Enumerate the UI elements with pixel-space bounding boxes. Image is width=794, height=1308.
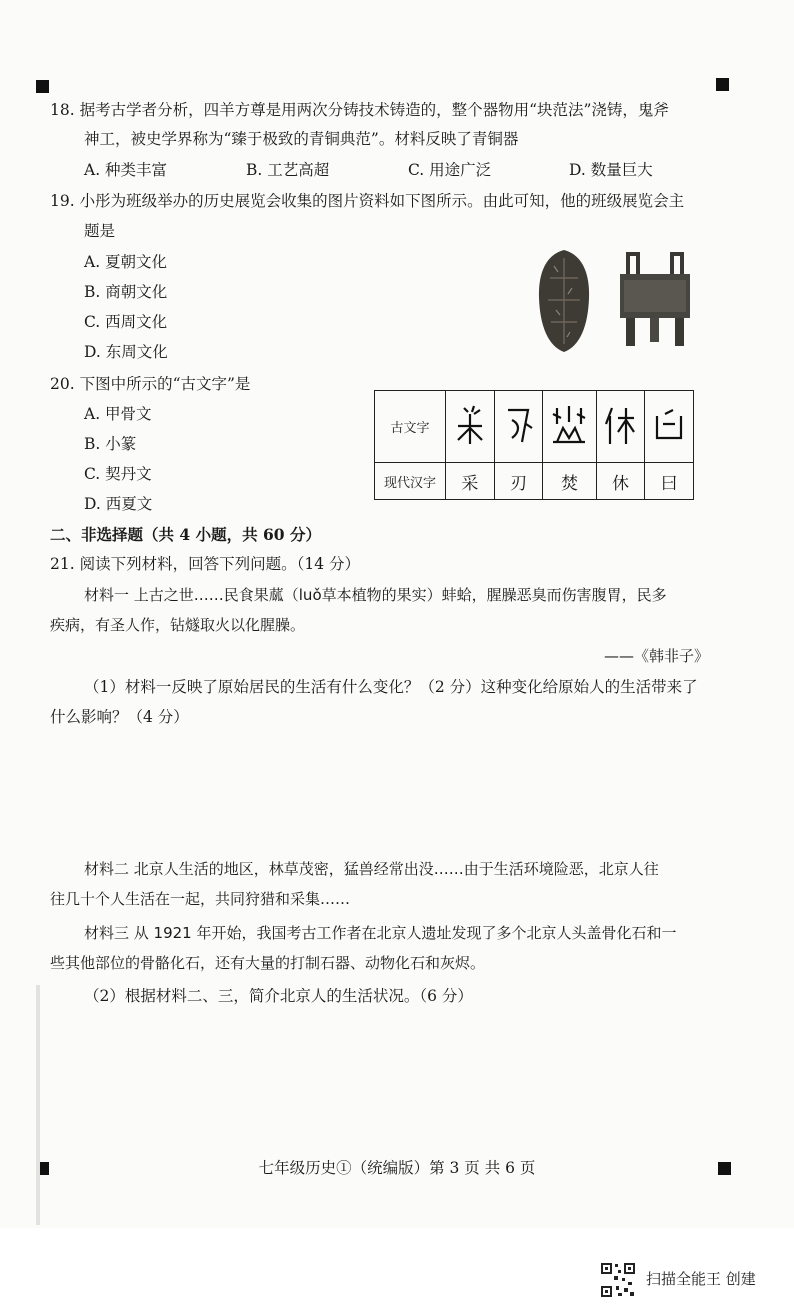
table-row-modern xyxy=(375,463,694,500)
corner-mark-top-left xyxy=(36,80,49,93)
q21-answer-area-1[interactable] xyxy=(50,732,750,842)
q21-material-three-line2: 些其他部位的骨骼化石，还有大量的打制石器、动物化石和灰烬。 xyxy=(50,954,486,972)
ancient-script-table xyxy=(374,390,694,500)
ancient-glyph-cai xyxy=(446,391,495,463)
modern-char-2: 刃 xyxy=(494,463,543,500)
q18-option-b[interactable]: B. 工艺高超 xyxy=(246,161,330,179)
q20-option-b[interactable]: B. 小篆 xyxy=(84,435,137,453)
scanner-watermark-text: 扫描全能王 创建 xyxy=(646,1270,756,1288)
ancient-glyph-fen xyxy=(543,391,596,463)
q18-stem-line1: 18. 据考古学者分析，四羊方尊是用两次分铸技术铸造的，整个器物用“块范法”浇铸，鬼斧 xyxy=(50,101,669,119)
q18-stem-line2: 神工，被史学界称为“臻于极致的青铜典范”。材料反映了青铜器 xyxy=(84,130,519,148)
ancient-glyph-ren xyxy=(494,391,543,463)
q21-stem: 21. 阅读下列材料，回答下列问题。（14 分） xyxy=(50,555,360,573)
q21-subquestion-1-line1: （1）材料一反映了原始居民的生活有什么变化？（2 分）这种变化给原始人的生活带来了 xyxy=(84,678,698,696)
section-two-heading: 二、非选择题（共 4 小题，共 60 分） xyxy=(50,525,321,544)
q21-material-one-line1: 材料一 上古之世……民食果蓏（luǒ草本植物的果实）蚌蛤，腥臊恶臭而伤害腹胃，民多 xyxy=(84,586,667,604)
q18-option-d[interactable]: D. 数量巨大 xyxy=(569,161,653,179)
modern-char-4: 休 xyxy=(596,463,645,500)
q19-option-b[interactable]: B. 商朝文化 xyxy=(84,283,168,301)
table-row-ancient xyxy=(375,391,694,463)
q21-material-three-line1: 材料三 从 1921 年开始，我国考古工作者在北京人遗址发现了多个北京人头盖骨化石和一 xyxy=(84,924,677,942)
modern-char-5: 曰 xyxy=(645,463,694,500)
corner-mark-top-right xyxy=(716,78,729,91)
page-footer: 七年级历史①（统编版）第 3 页 共 6 页 xyxy=(258,1159,536,1177)
q20-option-c[interactable]: C. 契丹文 xyxy=(84,465,152,483)
q21-answer-area-2[interactable] xyxy=(50,1012,750,1142)
q18-option-a[interactable]: A. 种类丰富 xyxy=(84,161,168,179)
q21-material-two-line2: 往几十个人生活在一起，共同狩猎和采集…… xyxy=(50,890,351,908)
q19-option-c[interactable]: C. 西周文化 xyxy=(84,313,168,331)
q20-option-a[interactable]: A. 甲骨文 xyxy=(84,405,152,423)
q19-stem-line2: 题是 xyxy=(84,222,116,240)
q21-material-two-line1: 材料二 北京人生活的地区，林草茂密，猛兽经常出没……由于生活环境险恶，北京人往 xyxy=(84,860,659,878)
bronze-ding-image xyxy=(614,252,696,350)
paper-fold-shadow xyxy=(36,985,40,1225)
q21-material-one-line2: 疾病，有圣人作，钻燧取火以化腥臊。 xyxy=(50,616,306,634)
modern-char-3: 焚 xyxy=(543,463,596,500)
q19-option-a[interactable]: A. 夏朝文化 xyxy=(84,253,168,271)
ancient-glyph-yue xyxy=(645,391,694,463)
q20-stem: 20. 下图中所示的“古文字”是 xyxy=(50,375,251,393)
qr-code-icon xyxy=(600,1262,636,1298)
q21-material-one-source: ——《韩非子》 xyxy=(604,647,710,665)
q20-option-d[interactable]: D. 西夏文 xyxy=(84,495,153,513)
ancient-glyph-xiu xyxy=(596,391,645,463)
q21-subquestion-2: （2）根据材料二、三，简介北京人的生活状况。（6 分） xyxy=(84,987,473,1005)
q21-subquestion-1-line2: 什么影响？（4 分） xyxy=(50,708,189,726)
ancient-script-label: 古文字 xyxy=(375,391,446,463)
q18-option-c[interactable]: C. 用途广泛 xyxy=(408,161,492,179)
modern-script-label: 现代汉字 xyxy=(375,463,446,500)
q19-stem-line1: 19. 小彤为班级举办的历史展览会收集的图片资料如下图所示。由此可知，他的班级展览会主 xyxy=(50,192,685,210)
modern-char-1: 采 xyxy=(446,463,495,500)
oracle-bone-image xyxy=(536,248,592,354)
q19-option-d[interactable]: D. 东周文化 xyxy=(84,343,168,361)
